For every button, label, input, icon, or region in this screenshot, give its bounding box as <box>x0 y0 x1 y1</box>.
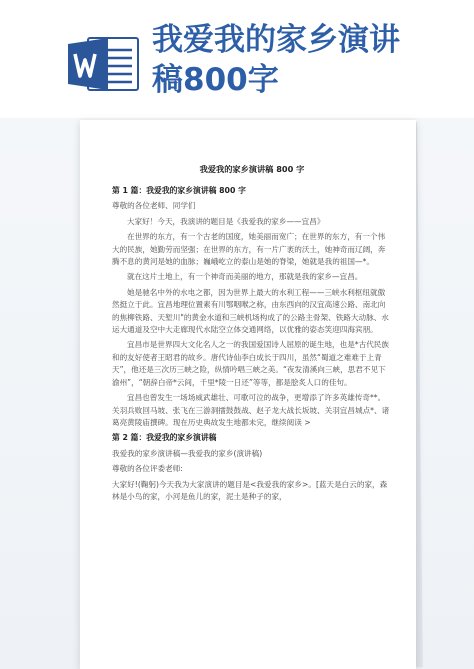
document-body <box>112 185 392 503</box>
banner-title-line2: 稿800字 <box>152 62 279 98</box>
paragraph: 她是驰名中外的水电之都，因为世界上最大的水利工程——三峡水利枢纽就傲然挺立于此。宜昌地理位置素有川鄂咽喉之称，由东西向的汉宜高速公路、南北向的焦柳铁路、天堑川"的黄金水道和三峡机场构成了的公路主骨架、铁路大动脉、水运大通道及空中大走廊现代水陆空立体交通网络，以优雅的姿态笑迎四海宾朋。 <box>112 287 389 335</box>
paragraph: 大家好!(鞠躬)今天我为大家演讲的题目是<我爱我的家乡>。[蓝天是白云的家，森林是小鸟的家，小河是鱼儿的家，泥土是种子的家， <box>112 479 388 501</box>
paragraph: 就在这片土地上，有一个神奇而美丽的地方，那就是我的家乡—宜昌。 <box>127 272 363 282</box>
paragraph: 宜昌市是世界四大文化名人之一的我国爱国诗人屈原的诞生地，也是*古代民族和的友好使者王昭君的故乡。唐代诗仙李白成长于四川，虽然“蜀道之难难于上青天”，他还是三次历三峡之险，纵情吟唱三峡之美。“夜发清溪向三峡，思君不见下渝州”，“朝辞白帝*云间，千里*陵一日还”等等，都是脍炙人口的佳句。 <box>112 340 389 387</box>
paragraph: 大家好！今天，我演讲的题目是《我爱我的家乡——宜昌》 <box>127 216 325 226</box>
banner-title <box>152 20 472 100</box>
word-icon <box>66 34 140 94</box>
header-banner <box>0 0 474 118</box>
section-heading: 第 2 篇：我爱我的家乡演讲稿 <box>112 433 217 443</box>
document-title: 我爱我的家乡演讲稿 800 字 <box>199 164 305 174</box>
paragraph: 宜昌也曾发生一场场威武雄壮、可歌可泣的战争，更增添了许多英雄传奇**。关羽兵败回马坡、张飞在三游洞擂鼓鼓战、赵子龙大战长坂坡、关羽宜昌城点*、诸葛亮黄陵庙撰碑。现在历史典故发生地都未完，继续阅读 > <box>112 393 390 427</box>
section-heading: 第 1 篇：我爱我的家乡演讲稿 800 字 <box>112 186 246 195</box>
paragraph: 我爱我的家乡演讲稿—我爱我的家乡(演讲稿) <box>112 448 263 458</box>
paragraph: 在世界的东方，有一个古老的国度，她美丽而宽广；在世界的东方，有一个伟大的民族，她勤劳而坚强；在世界的东方，有一片广袤的沃土，她神奇而辽阔，奔腾不息的黄河是她的血脉；巍峨屹立的泰山是她的脊梁，她就是我的祖国—*。 <box>112 232 386 267</box>
document-page <box>80 120 416 669</box>
banner-title-line1: 我爱我的家乡演讲 <box>152 22 400 58</box>
paragraph: 尊敬的各位评委老师: <box>112 464 183 474</box>
paragraph: 尊敬的各位老师、同学们 <box>112 201 196 211</box>
